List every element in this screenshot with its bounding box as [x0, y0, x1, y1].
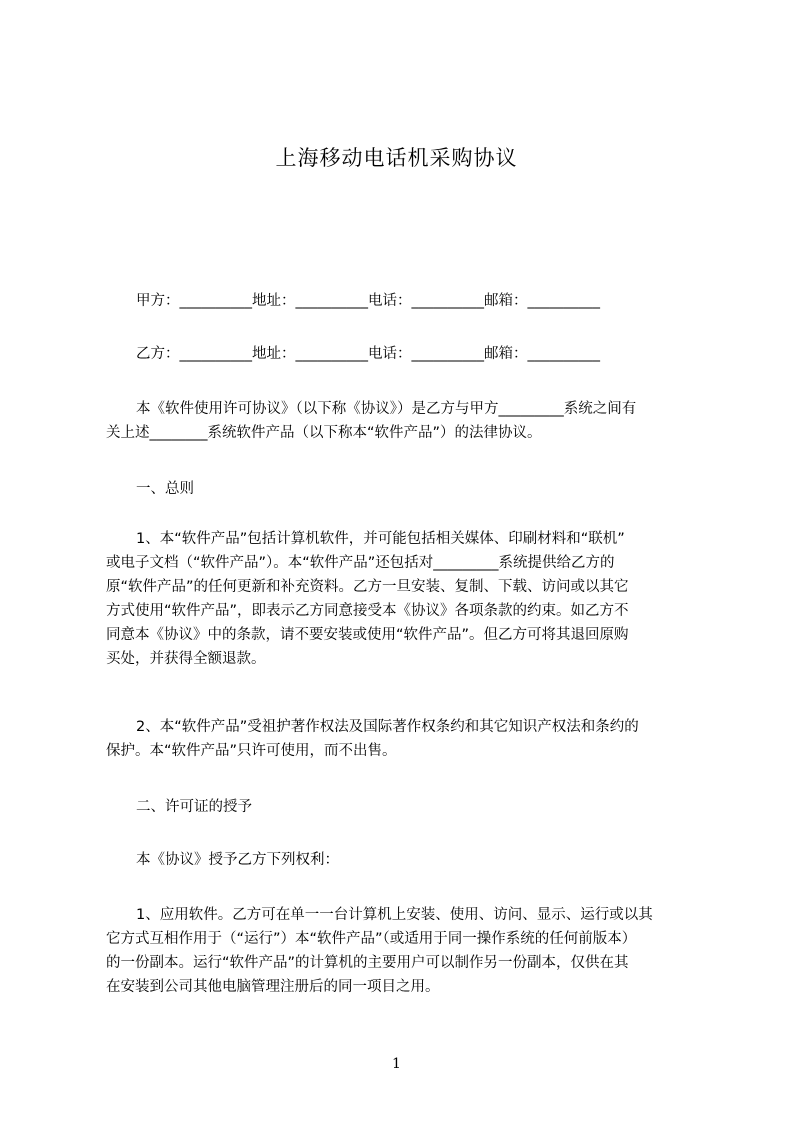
- intro-line: 本《软件使用许可协议》（以下称《协议》）是乙方与甲方_________系统之间有: [136, 401, 637, 417]
- party-a-line: 甲方：__________地址：__________电话：__________邮箱：__________: [136, 293, 600, 309]
- section-1-heading: 一、总则: [136, 481, 194, 497]
- paragraph-line: 或电子文档（“软件产品”）。本“软件产品”还包括对_________系统提供给乙方的: [106, 555, 615, 571]
- paragraph-line: 在安装到公司其他电脑管理注册后的同一项目之用。: [106, 979, 440, 995]
- paragraph-line: 保护。本“软件产品”只许可使用，而不出售。: [106, 743, 397, 759]
- paragraph-line: 它方式互相作用于（“运行”）本“软件产品”（或适用于同一操作系统的任何前版本）: [106, 931, 637, 947]
- paragraph-line: 同意本《协议》中的条款，请不要安装或使用“软件产品”。但乙方可将其退回原购: [106, 627, 629, 643]
- section-2-item-1: [106, 903, 714, 999]
- section-1-item-1: [106, 527, 714, 671]
- paragraph-line: 1、本“软件产品”包括计算机软件，并可能包括相关媒体、印刷材料和“联机”: [136, 531, 625, 547]
- paragraph-line: 买处，并获得全额退款。: [106, 651, 266, 667]
- paragraph-line: 方式使用“软件产品”，即表示乙方同意接受本《协议》各项条款的约束。如乙方不: [106, 603, 629, 619]
- paragraph-line: 1、应用软件。乙方可在单一一台计算机上安装、使用、访问、显示、运行或以其: [136, 907, 653, 923]
- intro-paragraph: [106, 397, 714, 445]
- section-2-heading: 二、许可证的授予: [136, 799, 252, 815]
- paragraph-line: 的一份副本。运行“软件产品”的计算机的主要用户可以制作另一份副本，仅供在其: [106, 955, 629, 971]
- page-number: 1: [392, 1056, 401, 1072]
- document-title: 上海移动电话机采购协议: [275, 146, 518, 170]
- section-2-intro: 本《协议》授予乙方下列权利：: [136, 852, 339, 868]
- section-1-item-2: [106, 715, 714, 763]
- intro-line: 关上述________系统软件产品（以下称本“软件产品”）的法律协议。: [106, 425, 542, 441]
- paragraph-line: 2、本“软件产品”受祖护著作权法及国际著作权条约和其它知识产权法和条约的: [136, 719, 639, 735]
- party-b-line: 乙方：__________地址：__________电话：__________邮箱：__________: [136, 346, 600, 362]
- paragraph-line: 原“软件产品”的任何更新和补充资料。乙方一旦安装、复制、下载、访问或以其它: [106, 579, 629, 595]
